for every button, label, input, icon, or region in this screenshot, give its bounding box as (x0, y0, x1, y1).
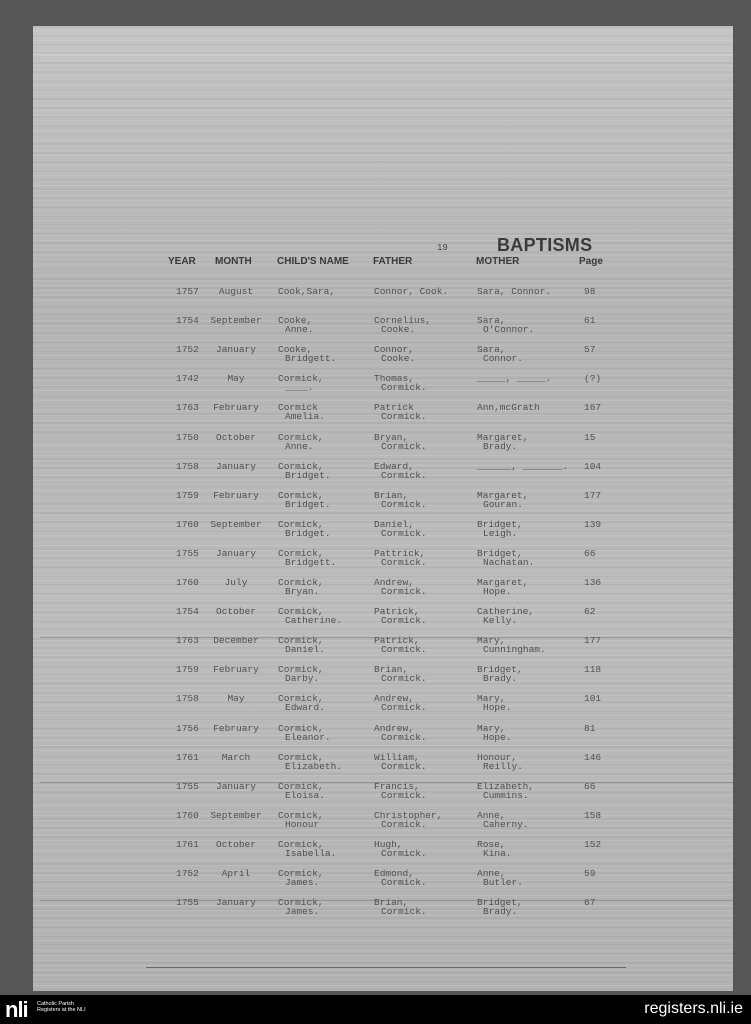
cell-child2: Bridgett. (285, 556, 337, 568)
cell-page: 66 (584, 780, 596, 792)
cell-year: 1760 (176, 577, 199, 588)
cell-mother1: Bridget, (477, 664, 523, 676)
header-month: MONTH (215, 256, 252, 267)
cell-child1: Cormick, (278, 431, 324, 443)
cell-page: 158 (584, 809, 602, 821)
cell-month: February (213, 489, 259, 501)
cell-child1: Cormick, (278, 722, 324, 734)
cell-year: 1742 (176, 373, 199, 385)
cell-mother1: Margaret, (477, 577, 529, 588)
cell-mother1: Bridget, (477, 547, 523, 559)
cell-mother1: Catherine, (477, 606, 535, 618)
cell-month: January (216, 897, 256, 909)
cell-father2: Cormick. (381, 644, 427, 656)
cell-year: 1755 (176, 897, 199, 909)
cell-month: February (213, 402, 259, 414)
cell-year: 1758 (176, 460, 199, 472)
cell-father1: Patrick, (374, 606, 420, 618)
footer-bar (0, 995, 751, 1024)
cell-child1: Cormick, (278, 547, 324, 559)
header-year: YEAR (168, 256, 196, 267)
cell-page: 104 (584, 460, 602, 472)
cell-father1: Patrick, (374, 635, 420, 647)
cell-child2: James. (285, 877, 320, 888)
cell-mother2: O'Connor. (483, 324, 535, 336)
cell-child1: Cormick, (278, 460, 324, 472)
cell-year: 1759 (176, 489, 199, 501)
cell-month: September (210, 809, 262, 821)
scan-line (40, 900, 740, 901)
cell-page: 136 (584, 577, 602, 588)
cell-year: 1754 (176, 606, 199, 618)
cell-year: 1752 (176, 868, 199, 879)
cell-child2: Bryan. (285, 586, 320, 597)
cell-father1: Daniel, (374, 518, 414, 530)
cell-year: 1763 (176, 402, 199, 414)
cell-child2: Darby. (285, 673, 320, 685)
cell-month: September (210, 518, 262, 530)
cell-year: 1760 (176, 518, 199, 530)
cell-year: 1758 (176, 693, 199, 705)
cell-father1: Bryan, (374, 431, 409, 443)
cell-mother2: Cunningham. (483, 644, 546, 656)
cell-page: 81 (584, 722, 596, 734)
cell-mother1: Bridget, (477, 897, 523, 909)
cell-father1: Christopher, (374, 809, 443, 821)
cell-father2: Cooke. (381, 353, 416, 365)
cell-mother2: Hope. (483, 731, 512, 743)
cell-mother1: Sara, (477, 344, 506, 356)
cell-page: 61 (584, 315, 596, 327)
cell-mother2: Hope. (483, 586, 512, 597)
cell-mother2: Brady. (483, 673, 518, 685)
cell-child2: Bridget. (285, 527, 331, 539)
cell-father1: Connor, Cook. (374, 286, 449, 297)
cell-month: April (221, 868, 251, 879)
cell-page: 57 (584, 344, 596, 356)
cell-page: 101 (584, 693, 602, 705)
cell-page: 62 (584, 606, 596, 618)
cell-father2: Cormick. (381, 702, 427, 714)
cell-father1: Edward, (374, 460, 414, 472)
cell-year: 1761 (176, 838, 199, 850)
cell-year: 1750 (176, 431, 199, 443)
cell-mother1: Ann,mcGrath (477, 402, 540, 414)
cell-mother2: Leigh. (483, 527, 518, 539)
cell-mother1: Honour, (477, 751, 517, 763)
cell-page: 67 (584, 897, 596, 909)
cell-father2: Cormick. (381, 411, 427, 423)
cell-father2: Cormick. (381, 440, 427, 452)
cell-year: 1755 (176, 780, 199, 792)
cell-father1: Connor, (374, 344, 414, 356)
nli-logo[interactable]: nli (5, 997, 28, 1022)
cell-father1: Brian, (374, 897, 409, 909)
cell-child2: Amelia. (285, 411, 325, 423)
cell-father2: Cormick. (381, 527, 427, 539)
cell-page: (?) (584, 373, 602, 385)
page-title: BAPTISMS (497, 235, 593, 255)
cell-mother1: Bridget, (477, 518, 523, 530)
cell-father1: Hugh, (374, 838, 403, 850)
header-page: Page (579, 256, 603, 267)
cell-mother2: Reilly. (483, 760, 523, 772)
cell-mother2: Nachatan. (483, 556, 535, 568)
site-link[interactable]: registers.nli.ie (644, 1000, 743, 1017)
cell-father1: William, (374, 751, 420, 763)
cell-year: 1757 (176, 286, 199, 297)
cell-father2: Cormick. (381, 382, 427, 394)
cell-mother1: Mary, (477, 693, 506, 705)
cell-child1: Cormick, (278, 373, 324, 385)
cell-child1: Cormick, (278, 606, 324, 618)
scan-line (40, 782, 740, 783)
cell-father2: Cormick. (381, 789, 427, 801)
cell-child2: Bridgett. (285, 353, 337, 365)
cell-page: 152 (584, 838, 602, 850)
cell-mother2: Gouran. (483, 498, 523, 510)
bottom-rule (146, 967, 626, 968)
cell-father2: Cormick. (381, 877, 427, 888)
cell-mother1: Elizabeth, (477, 780, 535, 792)
cell-mother1: Mary, (477, 635, 506, 647)
cell-mother1: Rose, (477, 838, 506, 850)
cell-child2: James. (285, 906, 320, 918)
cell-father2: Cormick. (381, 673, 427, 685)
cell-year: 1755 (176, 547, 199, 559)
cell-child2: Catherine. (285, 615, 343, 627)
cell-mother2: Hope. (483, 702, 512, 714)
cell-page: 146 (584, 751, 602, 763)
cell-child1: Cormick, (278, 693, 324, 705)
cell-month: January (216, 460, 256, 472)
cell-mother1: Sara, (477, 315, 506, 327)
cell-father1: Brian, (374, 664, 409, 676)
cell-mother2: Butler. (483, 877, 523, 888)
cell-child2: Bridget. (285, 469, 331, 481)
cell-month: December (213, 635, 259, 647)
cell-child1: Cook,Sara, (278, 286, 336, 297)
cell-year: 1760 (176, 809, 199, 821)
cell-page: 167 (584, 402, 602, 414)
cell-child1: Cormick, (278, 780, 324, 792)
cell-year: 1763 (176, 635, 199, 647)
cell-father1: Andrew, (374, 577, 414, 588)
cell-page: 15 (584, 431, 596, 443)
header-mother: MOTHER (476, 256, 520, 267)
page-edge (33, 54, 733, 55)
cell-mother2: Kina. (483, 847, 512, 859)
cell-mother2: Brady. (483, 440, 518, 452)
cell-mother2: Caherny. (483, 818, 529, 830)
cell-father2: Cormick. (381, 847, 427, 859)
cell-father2: Cooke. (381, 324, 416, 336)
cell-father1: Edmond, (374, 868, 414, 879)
cell-child1: Cormick, (278, 577, 324, 588)
cell-mother1: Anne, (477, 868, 506, 879)
cell-year: 1759 (176, 664, 199, 676)
header-father: FATHER (373, 256, 413, 267)
cell-month: February (213, 664, 259, 676)
cell-mother2: Brady. (483, 906, 518, 918)
cell-child2: Daniel. (285, 644, 325, 656)
cell-month: May (227, 373, 245, 385)
cell-child1: Cormick, (278, 489, 324, 501)
cell-mother1: _____, _____. (477, 373, 552, 385)
cell-child2: Edward. (285, 702, 325, 714)
page-number: 19 (437, 243, 448, 253)
cell-month: January (216, 344, 256, 356)
cell-father2: Cormick. (381, 760, 427, 772)
cell-father1: Patrick (374, 402, 414, 414)
cell-mother1: Mary, (477, 722, 506, 734)
cell-child2: Isabella. (285, 847, 337, 859)
cell-father2: Cormick. (381, 469, 427, 481)
cell-child2: Anne. (285, 324, 314, 336)
cell-mother1: Sara, Connor. (477, 286, 552, 297)
cell-mother1: Anne, (477, 809, 506, 821)
cell-page: 177 (584, 635, 602, 647)
cell-child1: Cormick, (278, 518, 324, 530)
cell-month: October (216, 606, 256, 618)
cell-month: March (221, 751, 251, 763)
cell-month: July (224, 577, 248, 588)
cell-year: 1761 (176, 751, 199, 763)
cell-father2: Cormick. (381, 586, 427, 597)
cell-father2: Cormick. (381, 731, 427, 743)
cell-child2: Honour (285, 818, 320, 830)
cell-month: February (213, 722, 259, 734)
cell-father1: Andrew, (374, 693, 414, 705)
cell-month: August (218, 286, 254, 297)
cell-mother2: Connor. (483, 353, 523, 365)
cell-child1: Cormick, (278, 897, 324, 909)
cell-child1: Cormick, (278, 664, 324, 676)
cell-mother2: Cummins. (483, 789, 529, 801)
cell-child2: Eleanor. (285, 731, 331, 743)
cell-father1: Brian, (374, 489, 409, 501)
cell-father2: Cormick. (381, 906, 427, 918)
logo-caption: Catholic Parish Registers at the NLI (37, 1001, 86, 1013)
cell-page: 59 (584, 868, 596, 879)
cell-child2: Elizabeth. (285, 760, 343, 772)
cell-page: 139 (584, 518, 602, 530)
cell-child2: Eloisa. (285, 789, 325, 801)
cell-month: September (210, 315, 262, 327)
cell-mother1: Margaret, (477, 431, 529, 443)
cell-father2: Cormick. (381, 498, 427, 510)
cell-child1: Cormick, (278, 809, 324, 821)
cell-father1: Pattrick, (374, 547, 426, 559)
cell-father1: Francis, (374, 780, 420, 792)
cell-mother2: Kelly. (483, 615, 518, 627)
cell-child2: ____. (285, 382, 314, 394)
cell-month: October (216, 431, 256, 443)
cell-father2: Cormick. (381, 818, 427, 830)
header-child-name: CHILD'S NAME (277, 256, 349, 267)
cell-father2: Cormick. (381, 615, 427, 627)
cell-father1: Andrew, (374, 722, 414, 734)
cell-child1: Cormick, (278, 868, 324, 879)
cell-father2: Cormick. (381, 556, 427, 568)
cell-father1: Cornelius, (374, 315, 432, 327)
cell-child1: Cormick, (278, 751, 324, 763)
cell-month: January (216, 780, 256, 792)
cell-page: 177 (584, 489, 602, 501)
cell-mother1: ______, _______. (477, 460, 569, 472)
cell-child2: Anne. (285, 440, 314, 452)
cell-year: 1754 (176, 315, 199, 327)
cell-child1: Cormick, (278, 635, 324, 647)
cell-child1: Cormick (278, 402, 318, 414)
cell-child1: Cooke, (278, 344, 313, 356)
scan-line (40, 637, 740, 638)
cell-child2: Bridget. (285, 498, 331, 510)
cell-page: 98 (584, 286, 596, 297)
cell-child1: Cormick, (278, 838, 324, 850)
cell-year: 1756 (176, 722, 199, 734)
cell-month: October (216, 838, 256, 850)
cell-page: 66 (584, 547, 596, 559)
cell-mother1: Margaret, (477, 489, 529, 501)
cell-child1: Cooke, (278, 315, 313, 327)
cell-father1: Thomas, (374, 373, 414, 385)
cell-page: 118 (584, 664, 602, 676)
cell-month: May (227, 693, 245, 705)
cell-month: January (216, 547, 256, 559)
cell-year: 1752 (176, 344, 199, 356)
